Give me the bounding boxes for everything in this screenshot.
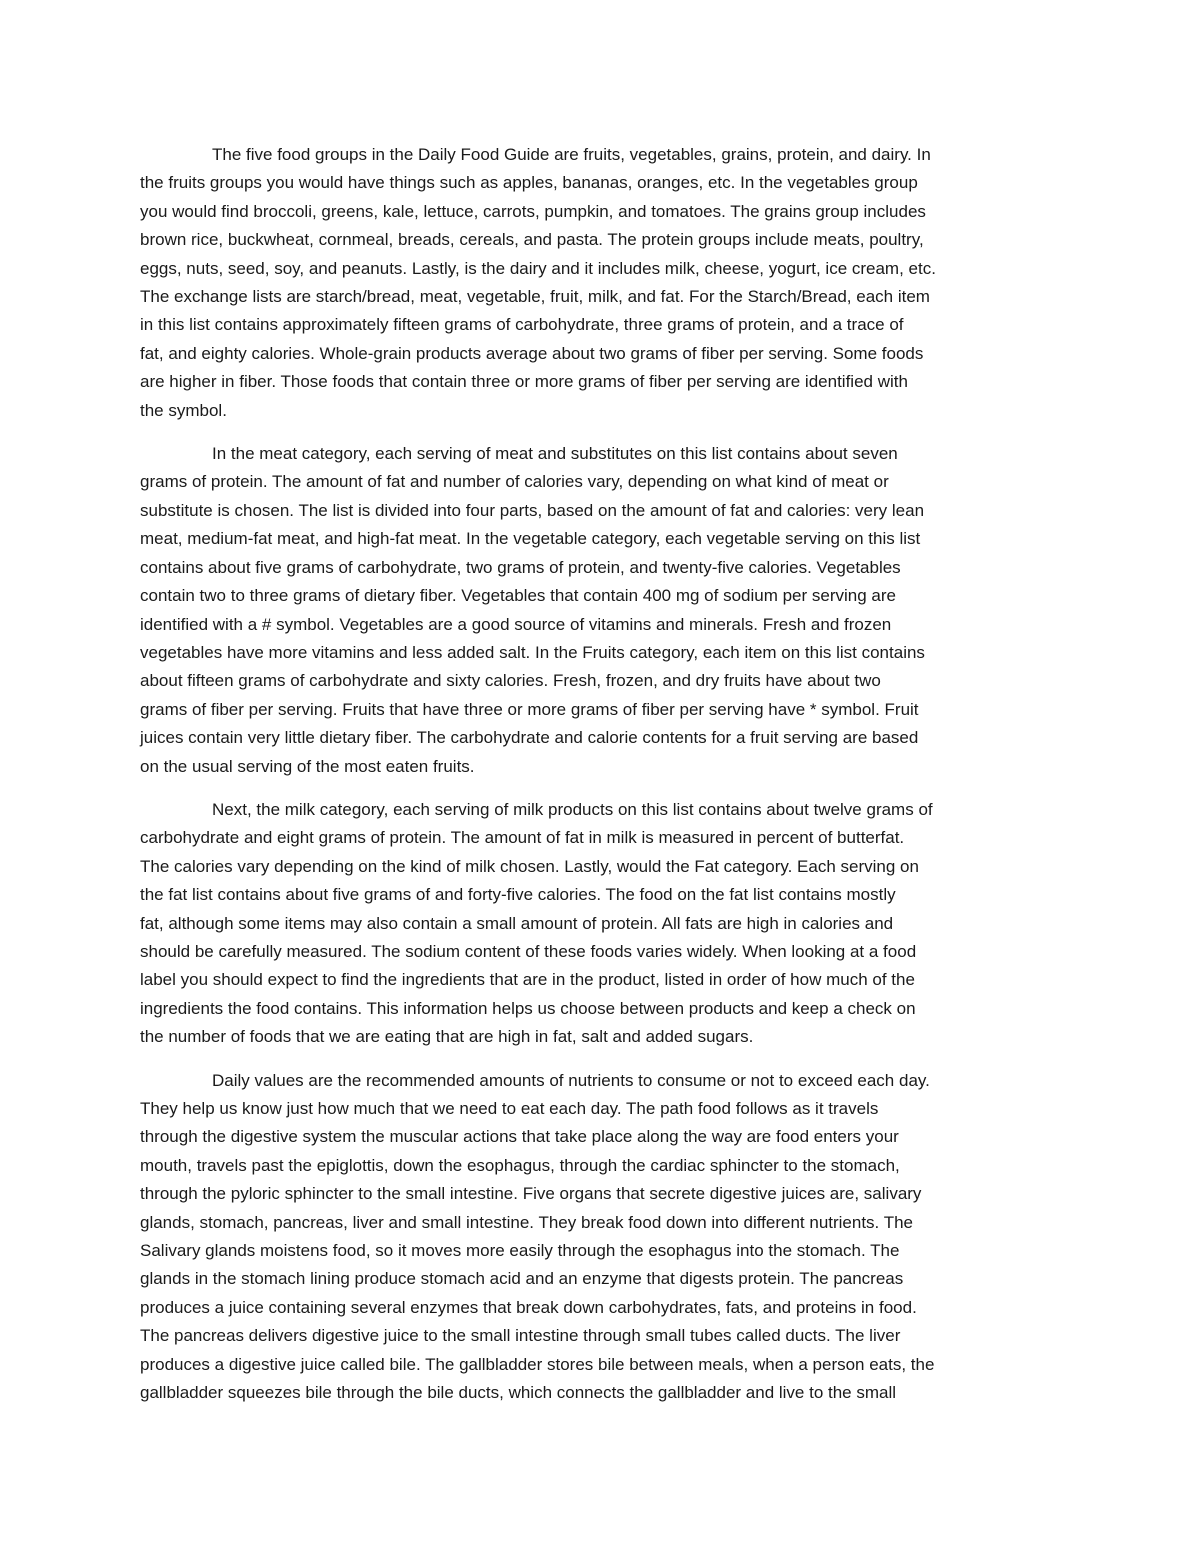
text-line: grams of protein. The amount of fat and number of calories vary, depending on what kind of meat or: [140, 472, 889, 492]
text-line: The calories vary depending on the kind of milk chosen. Lastly, would the Fat category. Each serving on: [140, 856, 919, 876]
text-line: brown rice, buckwheat, cornmeal, breads, cereals, and pasta. The protein groups include meats, poultry,: [140, 230, 924, 250]
text-line: glands in the stomach lining produce stomach acid and an enzyme that digests protein. The pancreas: [140, 1269, 904, 1289]
text-line: meat, medium-fat meat, and high-fat meat. In the vegetable category, each vegetable serving on this list: [140, 529, 921, 549]
text-line: should be carefully measured. The sodium content of these foods varies widely. When looking at a food: [140, 941, 917, 961]
text-line: Salivary glands moistens food, so it moves more easily through the esophagus into the stomach. The: [140, 1241, 900, 1261]
text-line: about fifteen grams of carbohydrate and sixty calories. Fresh, frozen, and dry fruits have about two: [140, 671, 881, 691]
text-line: The pancreas delivers digestive juice to the small intestine through small tubes called ducts. The liver: [140, 1326, 901, 1346]
text-line: The exchange lists are starch/bread, meat, vegetable, fruit, milk, and fat. For the Starch/Bread, each item: [140, 287, 930, 307]
paragraph: [140, 1067, 1060, 1408]
text-line: Daily values are the recommended amounts of nutrients to consume or not to exceed each day.: [212, 1070, 930, 1090]
text-line: the fruits groups you would have things such as apples, bananas, oranges, etc. In the vegetables group: [140, 173, 918, 193]
text-line: identified with a # symbol. Vegetables are a good source of vitamins and minerals. Fresh and frozen: [140, 614, 892, 634]
text-line: produces a juice containing several enzymes that break down carbohydrates, fats, and proteins in food.: [140, 1297, 917, 1317]
text-line: mouth, travels past the epiglottis, down the esophagus, through the cardiac sphincter to the stomach,: [140, 1155, 900, 1175]
text-line: ingredients the food contains. This information helps us choose between products and keep a check on: [140, 998, 916, 1018]
text-line: the symbol.: [140, 400, 227, 420]
text-line: through the pyloric sphincter to the small intestine. Five organs that secrete digestive juices are, salivary: [140, 1184, 922, 1204]
text-line: contain two to three grams of dietary fiber. Vegetables that contain 400 mg of sodium per serving are: [140, 586, 896, 606]
text-line: glands, stomach, pancreas, liver and small intestine. They break food down into different nutrients. The: [140, 1212, 913, 1232]
paragraph: [140, 796, 1060, 1052]
text-line: the fat list contains about five grams of and forty-five calories. The food on the fat list contains mostly: [140, 885, 896, 905]
text-line: in this list contains approximately fifteen grams of carbohydrate, three grams of protein, and a trace of: [140, 315, 904, 335]
text-line: vegetables have more vitamins and less added salt. In the Fruits category, each item on this list contains: [140, 642, 925, 662]
document-body: [140, 141, 1060, 1422]
text-line: carbohydrate and eight grams of protein. The amount of fat in milk is measured in percent of butterfat.: [140, 828, 905, 848]
paragraph: [140, 141, 1060, 425]
text-line: label you should expect to find the ingredients that are in the product, listed in order of how much of the: [140, 970, 915, 990]
text-line: substitute is chosen. The list is divided into four parts, based on the amount of fat and calories: very lean: [140, 500, 925, 520]
paragraph: [140, 440, 1060, 781]
text-line: are higher in fiber. Those foods that contain three or more grams of fiber per serving are identified with: [140, 372, 908, 392]
text-line: The five food groups in the Daily Food Guide are fruits, vegetables, grains, protein, and dairy. In: [212, 145, 931, 164]
text-line: juices contain very little dietary fiber. The carbohydrate and calorie contents for a fruit serving are based: [140, 728, 919, 748]
text-line: produces a digestive juice called bile. The gallbladder stores bile between meals, when a person eats, the: [140, 1354, 935, 1374]
text-line: They help us know just how much that we need to eat each day. The path food follows as it travels: [140, 1099, 879, 1118]
text-line: fat, and eighty calories. Whole-grain products average about two grams of fiber per serving. Some foods: [140, 343, 924, 363]
text-line: fat, although some items may also contain a small amount of protein. All fats are high in calories and: [140, 913, 894, 933]
text-line: In the meat category, each serving of meat and substitutes on this list contains about seven: [212, 444, 898, 464]
text-line: gallbladder squeezes bile through the bile ducts, which connects the gallbladder and live to the small: [140, 1383, 897, 1403]
text-line: Next, the milk category, each serving of milk products on this list contains about twelve grams of: [212, 799, 933, 819]
text-line: through the digestive system the muscular actions that take place along the way are food enters your: [140, 1127, 899, 1147]
text-line: the number of foods that we are eating that are high in fat, salt and added sugars.: [140, 1027, 754, 1047]
text-line: on the usual serving of the most eaten fruits.: [140, 756, 475, 776]
text-line: contains about five grams of carbohydrate, two grams of protein, and twenty-five calories. Vegetables: [140, 557, 901, 577]
text-line: eggs, nuts, seed, soy, and peanuts. Lastly, is the dairy and it includes milk, cheese, yogurt, ice cream, etc.: [140, 258, 936, 278]
text-line: grams of fiber per serving. Fruits that have three or more grams of fiber per serving have * symbol. Fruit: [140, 699, 919, 719]
text-line: you would find broccoli, greens, kale, lettuce, carrots, pumpkin, and tomatoes. The grains group includes: [140, 201, 926, 221]
